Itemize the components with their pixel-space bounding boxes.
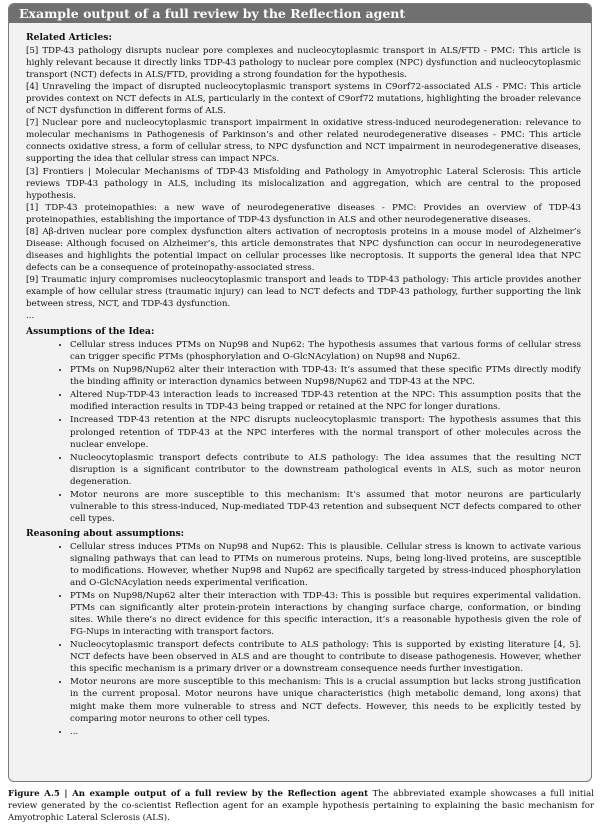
- reasoning-item: • Cellular stress induces PTMs on Nup98 and Nup62: This is plausible. Cellular stress is known to activate various signaling pathways that can lead to PTMs on numerous proteins. Nups, being long-lived proteins, are susceptible to modifications. However, whether Nup98 and Nup62 are specifically targeted by stress-induced phosphorylation and O-GlcNAcylation needs experimental verification.: [70, 541, 581, 589]
- review-box: [8, 3, 592, 782]
- assumptions-heading: Assumptions of the Idea:: [26, 326, 155, 338]
- box-title: Example output of a full review by the Reflection agent: [9, 4, 591, 23]
- assumptions-list: [26, 339, 581, 525]
- reasoning-item: • ...: [70, 726, 581, 738]
- reasoning-item: • PTMs on Nup98/Nup62 alter their interaction with TDP-43: This is possible but requires experimental validation. PTMs can significantly alter protein-protein interactions by changing surface charge, conformation, or binding sites. While there’s no direct evidence for this specific interaction, it’s a reasonable hypothesis given the role of FG-Nups in interacting with transport factors.: [70, 590, 581, 638]
- related-articles-heading: Related Articles:: [26, 32, 112, 43]
- related-article: [9] Traumatic injury compromises nucleocytoplasmic transport and leads to TDP-43 pathology: This article provides another example of how cellular stress (traumatic injury) can lead to NCT defects and TDP-43 pathology, further supporting the link between stress, NCT, and TDP-43 dysfunction.: [26, 274, 581, 310]
- assumption-item: • Cellular stress induces PTMs on Nup98 and Nup62: The hypothesis assumes that various forms of cellular stress can trigger specific PTMs (phosphorylation and O-GlcNAcylation) on Nup98 and Nup62.: [70, 339, 581, 363]
- related-article: [4] Unraveling the impact of disrupted nucleocytoplasmic transport systems in C9orf72-associated ALS - PMC: This article provides context on NCT defects in ALS, particularly in the context of C9orf72 mutations, highlighting the broader relevance of NCT dysfunction in different forms of ALS.: [26, 82, 581, 117]
- related-article: [7] Nuclear pore and nucleocytoplasmic transport impairment in oxidative stress-induced neurodegeneration: relevance to molecular mechanisms in Pathogenesis of Parkinson’s and other related neurodegenerative diseases - PMC: This article connects oxidative stress, a form of cellular stress, to NPC dysfunction and NCT impairment in neurodegenerative diseases, supporting the idea that cellular stress can impact NPCs.: [26, 118, 581, 165]
- caption-text: The abbreviated example showcases a full initial review generated by the co-scientist Reflection agent for an example hypothesis pertaining to explaining the basic mechanism for Amyotrophic Lateral Sclerosis (ALS).: [8, 789, 594, 823]
- related-article: [8] Aβ-driven nuclear pore complex dysfunction alters activation of necroptosis proteins in a mouse model of Alzheimer’s Disease: Although focused on Alzheimer’s, this article demonstrates that NPC dysfunction can occur in neurodegenerative diseases and highlights the potential impact on cellular processes like necroptosis. It supports the general idea that NPC defects can be a consequence of proteinopathy-associated stress.: [26, 226, 581, 273]
- reasoning-heading: Reasoning about assumptions:: [26, 527, 185, 539]
- related-article: [1] TDP-43 proteinopathies: a new wave of neurodegenerative diseases - PMC: Provides an overview of TDP-43 proteinopathies, establishing the importance of TDP-43 dysfunction in ALS and other neurodegenerative diseases.: [26, 202, 581, 225]
- box-body: [9, 23, 591, 738]
- assumption-item: • Motor neurons are more susceptible to this mechanism: It’s assumed that motor neurons are particularly vulnerable to this stress-induced, Nup-mediated TDP-43 retention and subsequent NCT defects compared to other cell types.: [70, 489, 581, 525]
- caption-label: Figure A.5 | An example output of a full review by the Reflection agent: [8, 789, 369, 799]
- related-article: [3] Frontiers | Molecular Mechanisms of TDP-43 Misfolding and Pathology in Amyotrophic Lateral Sclerosis: This article reviews TDP-43 pathology in ALS, including its mislocalization and aggregation, which are central to the proposed hypothesis.: [26, 166, 581, 201]
- figure-caption: [8, 788, 594, 824]
- assumption-item: • Nucleocytoplasmic transport defects contribute to ALS pathology: The idea assumes that the resulting NCT disruption is a significant contributor to the downstream pathological events in ALS, such as motor neuron degeneration.: [70, 452, 581, 488]
- related-article: [5] TDP-43 pathology disrupts nuclear pore complexes and nucleocytoplasmic transport in ALS/FTD - PMC: This article is highly relevant because it directly links TDP-43 pathology to nuclear pore complex (NPC) dysfunction and nucleocytoplasmic transport (NCT) defects in ALS/FTD, providing a strong foundation for the hypothesis.: [26, 46, 581, 81]
- reasoning-item: • Motor neurons are more susceptible to this mechanism: This is a crucial assumption but lacks strong justification in the current proposal. Motor neurons have unique characteristics (high metabolic demand, long axons) that might make them more vulnerable to stress and NCT defects. However, this needs to be explicitly tested by comparing motor neurons to other cell types.: [70, 676, 581, 724]
- reasoning-item: • Nucleocytoplasmic transport defects contribute to ALS pathology: This is supported by existing literature [4, 5]. NCT defects have been observed in ALS and are thought to contribute to disease pathogenesis. However, whether this specific mechanism is a primary driver or a downstream consequence needs further investigation.: [70, 639, 581, 675]
- reasoning-list: [26, 541, 581, 738]
- assumption-item: • PTMs on Nup98/Nup62 alter their interaction with TDP-43: It’s assumed that these specific PTMs directly modify the binding affinity or interaction dynamics between Nup98/Nup62 and TDP-43 at the NPC.: [70, 364, 581, 388]
- assumption-item: • Altered Nup-TDP-43 interaction leads to increased TDP-43 retention at the NPC: This assumption posits that the modified interaction results in TDP-43 being trapped or retained at the NPC for longer durations.: [70, 389, 581, 413]
- related-ellipsis: ...: [26, 311, 35, 322]
- assumption-item: • Increased TDP-43 retention at the NPC disrupts nucleocytoplasmic transport: The hypothesis assumes that this prolonged retention of TDP-43 at the NPC interferes with the normal transport of other molecules across the nuclear envelope.: [70, 414, 581, 450]
